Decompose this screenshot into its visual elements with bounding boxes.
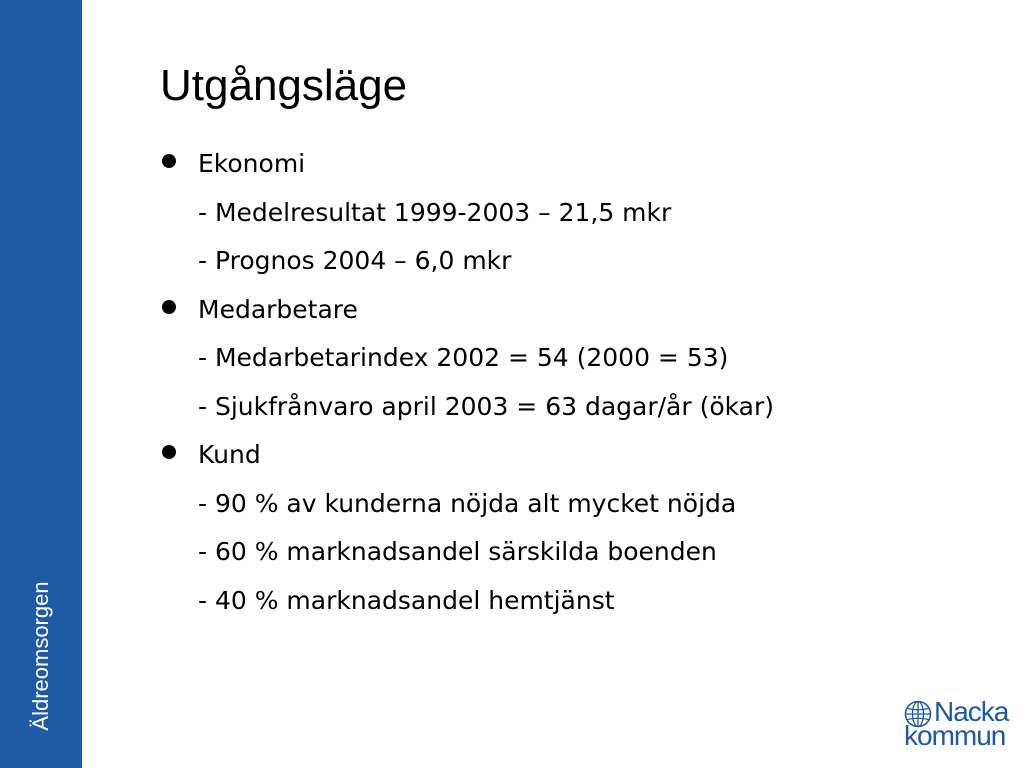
bullet-heading: Kund — [198, 440, 261, 469]
bullet-heading: Ekonomi — [198, 149, 306, 178]
sub-item — [160, 480, 980, 529]
slide-content — [160, 140, 980, 625]
sub-item-text: - Medarbetarindex 2002 = 54 (2000 = 53) — [198, 343, 729, 372]
side-band — [0, 0, 82, 768]
sub-item-text: - 90 % av kunderna nöjda alt mycket nöjda — [198, 488, 737, 518]
sub-item — [160, 577, 980, 626]
logo-text-line2: kommun — [904, 720, 1006, 751]
logo-text-line1: Nacka — [934, 696, 1009, 727]
bullet-dot-icon — [162, 154, 176, 168]
sub-item-text: - Medelresultat 1999-2003 – 21,5 mkr — [198, 197, 672, 227]
bullet-item-medarbetare — [160, 286, 980, 335]
slide-title: Utgångsläge — [160, 61, 408, 110]
sub-item — [160, 189, 980, 238]
sub-item — [160, 528, 980, 577]
bullet-item-kund — [160, 431, 980, 480]
sub-item-text: - 40 % marknadsandel hemtjänst — [198, 585, 615, 615]
sub-item — [160, 237, 980, 286]
sub-item — [160, 383, 980, 432]
sub-item-text: - Prognos 2004 – 6,0 mkr — [198, 246, 512, 275]
sub-item-text: - Sjukfrånvaro april 2003 = 63 dagar/år (ökar) — [198, 391, 775, 421]
sub-item-text: - 60 % marknadsandel särskilda boenden — [198, 537, 717, 566]
side-label: Äldreomsorgen — [28, 581, 53, 731]
nacka-kommun-logo — [904, 696, 1009, 751]
bullet-dot-icon — [162, 300, 176, 314]
bullet-heading: Medarbetare — [198, 294, 358, 324]
sub-item — [160, 334, 980, 383]
bullet-item-ekonomi — [160, 140, 980, 189]
bullet-dot-icon — [162, 445, 176, 459]
